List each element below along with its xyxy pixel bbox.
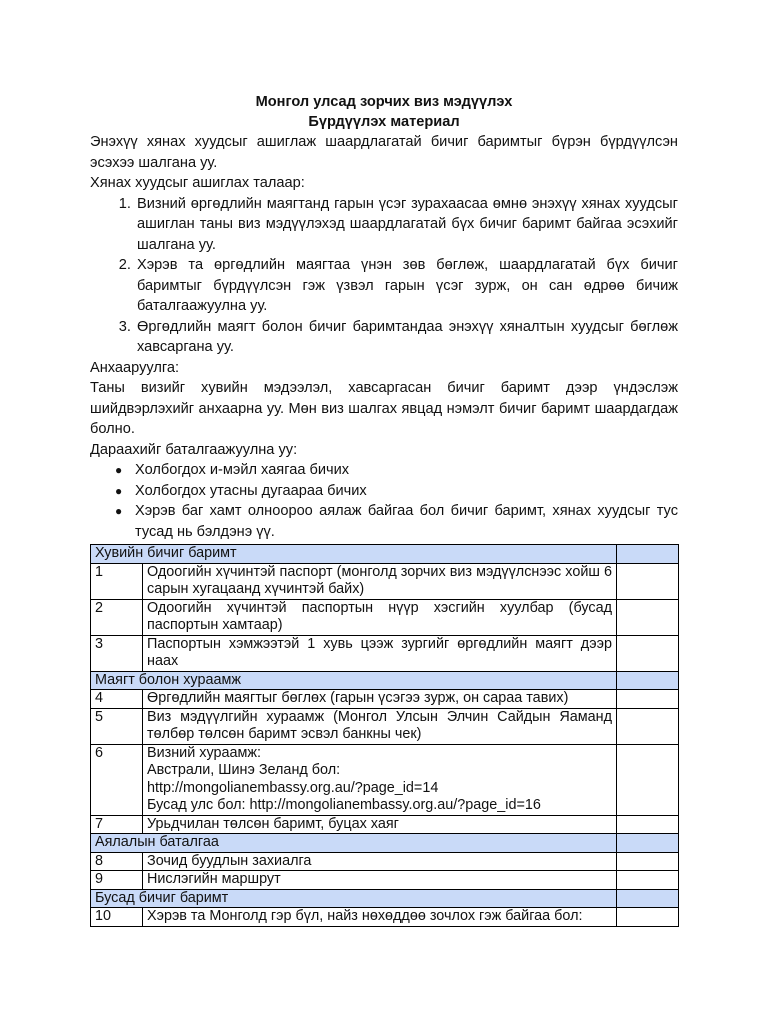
row-number: 7 [91,815,143,834]
table-row [91,871,679,890]
notice-paragraph: Таны визийг хувийн мэдээлэл, хавсаргасан бичиг баримт дээр үндэслэж шийдвэрлэхийг анхаарна уу. Мөн виз шалгах явцад нэмэлт бичиг баримт шаардагдаж болно. [90,380,678,437]
bullet-item [115,501,678,542]
check-cell[interactable] [617,889,679,908]
section-row-travel [91,834,679,853]
row-description [143,744,617,815]
visa-fee-au-nz-label: Австрали, Шинэ Зеланд бол: [147,762,341,778]
row-number: 8 [91,852,143,871]
check-cell[interactable] [617,871,679,890]
check-cell[interactable] [617,599,679,635]
row-description: Паспортын хэмжээтэй 1 хувь цээж зургийг өргөдлийн маягт дээр наах [143,635,617,671]
check-cell[interactable] [617,545,679,564]
usage-steps-list [90,194,678,358]
row-description: Өргөдлийн маягтыг бөглөх (гарын үсэгээ зурж, он сараа тавих) [143,690,617,709]
document-subtitle: Бүрдүүлэх материал [308,114,460,130]
row-number: 5 [91,708,143,744]
table-row [91,708,679,744]
document-page [90,92,678,927]
bullet-text: Хэрэв баг хамт олноороо аялаж байгаа бол бичиг баримт, хянах хуудсыг тус тусад нь бэлдэнэ үү. [135,503,678,540]
confirm-bullet-list [90,460,678,542]
step-item: 1. Визний өргөдлийн маягтанд гарын үсэг зурахаасаа өмнө энэхүү хянах хуудсыг ашиглан таны виз мэдүүлэхэд шаардлагатай бүх бичиг баримт байгаа эсэхийг шалгана уу. [135,194,678,256]
table-row [91,744,679,815]
row-description: Урьдчилан төлсөн баримт, буцах хаяг [143,815,617,834]
table-row [91,815,679,834]
row-number: 3 [91,635,143,671]
bullet-item [115,481,678,502]
section-label: Бусад бичиг баримт [91,889,617,908]
section-label: Хувийн бичиг баримт [91,545,617,564]
table-row [91,563,679,599]
bullet-text: Холбогдох утасны дугаараа бичих [135,482,367,499]
row-description: Зочид буудлын захиалга [143,852,617,871]
table-row [91,599,679,635]
section-label: Аялалын баталгаа [91,834,617,853]
row-number: 6 [91,744,143,815]
check-cell[interactable] [617,635,679,671]
section-row-other [91,889,679,908]
confirm-heading: Дараахийг баталгаажуулна уу: [90,441,298,458]
bullet-icon: ● [115,504,123,518]
check-cell[interactable] [617,690,679,709]
table-row [91,908,679,927]
table-row [91,635,679,671]
table-row [91,690,679,709]
visa-fee-label: Визний хураамж: [147,744,262,761]
check-cell[interactable] [617,563,679,599]
row-number: 9 [91,871,143,890]
check-cell[interactable] [617,815,679,834]
check-cell[interactable] [617,908,679,927]
row-description: Одоогийн хүчинтэй паспортын нүүр хэсгийн хуулбар (бусад паспортын хамтаар) [143,599,617,635]
checklist-table [90,544,679,927]
check-cell[interactable] [617,671,679,690]
row-number: 2 [91,599,143,635]
row-number: 1 [91,563,143,599]
section-label: Маягт болон хураамж [91,671,617,690]
usage-heading: Хянах хуудсыг ашиглах талаар: [90,175,305,191]
bullet-icon: ● [115,483,123,498]
section-row-personal [91,545,679,564]
row-number: 4 [91,690,143,709]
row-description: Одоогийн хүчинтэй паспорт (монголд зорчих виз мэдүүлснээс хойш 6 сарын хугацаанд хүчинтэй байх) [143,563,617,599]
step-item: 3. Өргөдлийн маягт болон бичиг баримтандаа энэхүү хяналтын хуудсыг бөглөж хавсаргана уу. [135,317,678,358]
bullet-item [115,460,678,481]
notice-heading: Анхааруулга: [90,359,180,376]
check-cell[interactable] [617,834,679,853]
table-row [91,852,679,871]
visa-fee-other-link[interactable]: Бусад улс бол: http://mongolianembassy.org.au/?page_id=16 [147,797,541,813]
row-description: Виз мэдүүлгийн хураамж (Монгол Улсын Элчин Сайдын Яаманд төлбөр төлсөн баримт эсвэл банкны чек) [143,708,617,744]
bullet-text: Холбогдох и-мэйл хаягаа бичих [135,462,350,478]
check-cell[interactable] [617,708,679,744]
document-title: Монгол улсад зорчих виз мэдүүлэх [255,94,513,110]
intro-paragraph: Энэхүү хянах хуудсыг ашиглаж шаардлагатай бичиг баримтыг бүрэн бүрдүүлсэн эсэхээ шалгана уу. [90,134,678,171]
step-item: 2. Хэрэв та өргөдлийн маягтаа үнэн зөв бөглөж, шаардлагатай бүх бичиг баримтыг бүрдүүлсэн гэж үзвэл гарын үсэг зурж, он сан өдрөө бичиж баталгаажуулна уу. [135,255,678,317]
row-description: Хэрэв та Монголд гэр бүл, найз нөхөддөө зочлох гэж байгаа бол: [143,908,617,927]
row-description: Нислэгийн маршрут [143,871,617,890]
bullet-icon: ● [115,463,123,477]
check-cell[interactable] [617,744,679,815]
section-row-form-fee [91,671,679,690]
visa-fee-au-nz-link[interactable]: http://mongolianembassy.org.au/?page_id=14 [147,779,439,796]
check-cell[interactable] [617,852,679,871]
row-number: 10 [91,908,143,927]
